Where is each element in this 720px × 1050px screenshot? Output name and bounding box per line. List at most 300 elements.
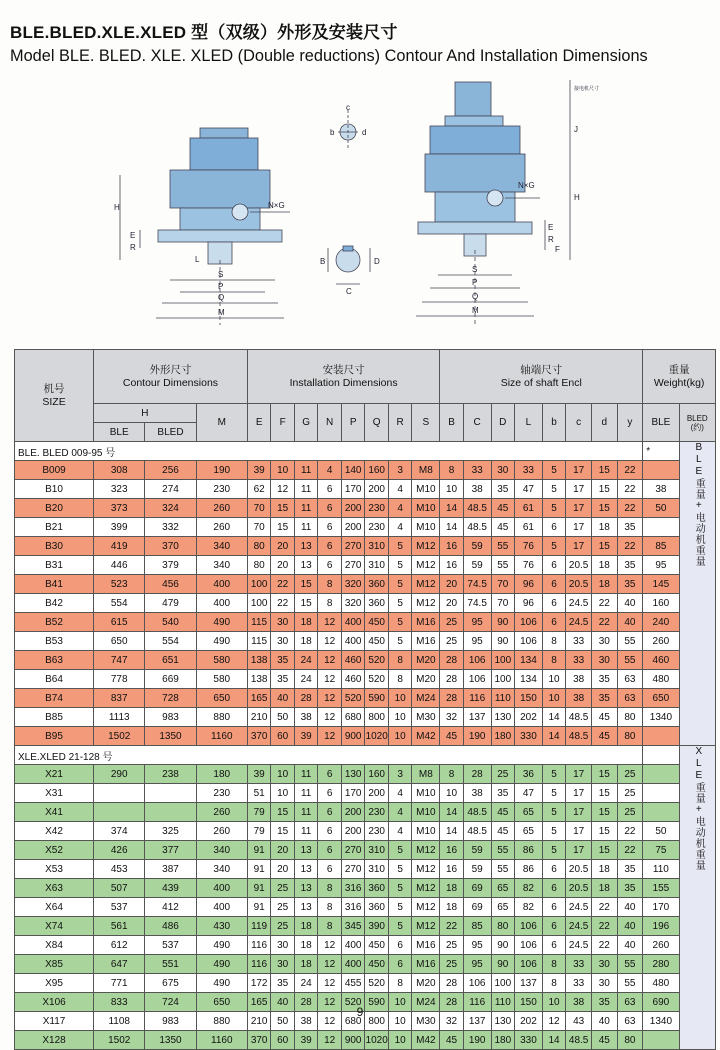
table-cell: 360 <box>365 898 389 917</box>
table-cell: 95 <box>463 632 491 651</box>
table-cell: 8 <box>318 575 342 594</box>
table-cell: 36 <box>515 765 543 784</box>
table-cell: 374 <box>94 822 145 841</box>
table-cell: 200 <box>365 784 389 803</box>
table-cell: M12 <box>412 879 440 898</box>
table-cell: 165 <box>247 689 271 708</box>
table-cell: 370 <box>145 537 196 556</box>
table-cell: 90 <box>491 955 515 974</box>
label-M-right: M <box>472 306 479 315</box>
table-cell: 22 <box>591 936 617 955</box>
table-cell: 590 <box>365 993 389 1012</box>
header-size: 机号 SIZE <box>15 350 94 442</box>
table-cell: 650 <box>196 689 247 708</box>
table-cell: 15 <box>271 822 295 841</box>
table-cell: 340 <box>196 556 247 575</box>
table-cell: 196 <box>643 917 679 936</box>
table-cell: 39 <box>247 765 271 784</box>
table-cell: 200 <box>341 803 365 822</box>
table-cell: 75 <box>643 841 679 860</box>
table-row <box>15 765 716 784</box>
table-cell: 15 <box>591 765 617 784</box>
table-cell: 79 <box>247 822 271 841</box>
table-cell: 85 <box>643 537 679 556</box>
table-cell: 18 <box>440 879 464 898</box>
label-H-right: H <box>574 193 580 202</box>
table-cell: 450 <box>365 936 389 955</box>
table-cell: 106 <box>515 917 543 936</box>
table-cell: 40 <box>271 689 295 708</box>
table-cell: M12 <box>412 898 440 917</box>
header-col: M <box>196 404 247 442</box>
table-cell: 650 <box>643 689 679 708</box>
table-cell: 4 <box>388 803 412 822</box>
table-cell: 320 <box>341 575 365 594</box>
table-cell: 38 <box>294 1012 318 1031</box>
table-cell: 8 <box>542 955 566 974</box>
label-NxG-right: N×G <box>518 181 535 190</box>
table-cell: 453 <box>94 860 145 879</box>
table-cell: M12 <box>412 575 440 594</box>
table-cell: 24 <box>294 974 318 993</box>
table-cell: 651 <box>145 651 196 670</box>
table-cell: 48.5 <box>566 727 592 746</box>
table-cell: 4 <box>388 480 412 499</box>
table-cell: 647 <box>94 955 145 974</box>
table-cell: 14 <box>440 822 464 841</box>
table-cell: 14 <box>440 499 464 518</box>
table-cell: 480 <box>643 670 679 689</box>
table-cell: 80 <box>491 917 515 936</box>
table-cell: 11 <box>294 518 318 537</box>
table-cell: 180 <box>196 765 247 784</box>
table-cell: 12 <box>318 974 342 993</box>
table-cell: 10 <box>271 461 295 480</box>
table-cell: 22 <box>617 822 643 841</box>
table-cell: 230 <box>365 822 389 841</box>
header-col: Q <box>365 404 389 442</box>
table-cell: 238 <box>145 765 196 784</box>
table-cell: 5 <box>388 860 412 879</box>
table-cell: 38 <box>566 993 592 1012</box>
table-cell <box>145 784 196 803</box>
table-cell: 61 <box>515 518 543 537</box>
table-cell: 25 <box>617 803 643 822</box>
dimension-drawings <box>100 70 620 335</box>
cell-size: B95 <box>15 727 94 746</box>
cell-size: X74 <box>15 917 94 936</box>
table-cell: 180 <box>491 727 515 746</box>
table-cell: 13 <box>294 841 318 860</box>
table-cell: 60 <box>271 727 295 746</box>
table-cell: 24.5 <box>566 936 592 955</box>
table-cell: 30 <box>271 936 295 955</box>
table-cell: 80 <box>617 727 643 746</box>
table-cell: 800 <box>365 1012 389 1031</box>
table-cell: 35 <box>491 480 515 499</box>
table-cell: 10 <box>271 765 295 784</box>
label-Q-right: Q <box>472 292 479 301</box>
table-cell: 40 <box>617 613 643 632</box>
label-P: P <box>218 282 224 291</box>
table-cell: 134 <box>515 651 543 670</box>
table-cell: 240 <box>643 613 679 632</box>
table-cell: 6 <box>542 613 566 632</box>
table-cell: 35 <box>617 575 643 594</box>
table-cell: 65 <box>491 879 515 898</box>
table-cell: 460 <box>341 651 365 670</box>
table-cell: 520 <box>365 974 389 993</box>
table-cell: 32 <box>440 1012 464 1031</box>
table-cell: 86 <box>515 841 543 860</box>
table-cell: 40 <box>617 936 643 955</box>
table-cell: 1160 <box>196 1031 247 1050</box>
table-cell: 10 <box>440 480 464 499</box>
table-cell: 91 <box>247 898 271 917</box>
table-cell: 260 <box>196 822 247 841</box>
table-cell: 96 <box>515 575 543 594</box>
table-cell: 48.5 <box>463 499 491 518</box>
table-cell: 360 <box>365 575 389 594</box>
table-cell: 13 <box>294 879 318 898</box>
table-cell: 5 <box>388 917 412 936</box>
table-cell: 800 <box>365 708 389 727</box>
table-cell: 1113 <box>94 708 145 727</box>
table-cell: M10 <box>412 480 440 499</box>
table-cell: 70 <box>491 594 515 613</box>
header-col: b <box>542 404 566 442</box>
table-cell: 430 <box>196 917 247 936</box>
table-cell: 150 <box>515 689 543 708</box>
table-row <box>15 841 716 860</box>
table-row <box>15 860 716 879</box>
table-cell: 18 <box>294 917 318 936</box>
table-cell: 5 <box>388 594 412 613</box>
cell-size: B74 <box>15 689 94 708</box>
header-col: y <box>617 404 643 442</box>
table-cell: 5 <box>542 499 566 518</box>
header-col: P <box>341 404 365 442</box>
table-cell: 28 <box>294 689 318 708</box>
table-cell: 76 <box>515 537 543 556</box>
table-cell: 65 <box>515 822 543 841</box>
table-cell: 1108 <box>94 1012 145 1031</box>
table-cell: 680 <box>341 708 365 727</box>
table-cell: 25 <box>617 784 643 803</box>
table-cell: 6 <box>542 917 566 936</box>
table-cell: 6 <box>318 556 342 575</box>
table-cell: 310 <box>365 537 389 556</box>
table-row <box>15 670 716 689</box>
cell-size: X95 <box>15 974 94 993</box>
table-cell: M12 <box>412 860 440 879</box>
label-S-right: S <box>472 265 478 274</box>
table-cell: 138 <box>247 651 271 670</box>
table-row <box>15 917 716 936</box>
table-cell: 190 <box>463 727 491 746</box>
table-row <box>15 499 716 518</box>
header-weight: 重量 Weight(kg) <box>643 350 716 404</box>
table-cell: 16 <box>440 841 464 860</box>
table-cell: 387 <box>145 860 196 879</box>
label-Q: Q <box>218 293 225 302</box>
table-row <box>15 708 716 727</box>
table-cell: 85 <box>463 917 491 936</box>
table-cell: 200 <box>365 480 389 499</box>
table-cell: 28 <box>440 689 464 708</box>
table-cell: 450 <box>365 613 389 632</box>
table-cell: 256 <box>145 461 196 480</box>
table-cell: 90 <box>491 936 515 955</box>
table-cell: 4 <box>388 784 412 803</box>
table-cell: 110 <box>643 860 679 879</box>
table-cell: 16 <box>440 537 464 556</box>
table-cell: 22 <box>617 461 643 480</box>
table-cell: 880 <box>196 1012 247 1031</box>
table-cell: 490 <box>196 974 247 993</box>
table-cell: 450 <box>365 955 389 974</box>
table-cell: 30 <box>271 955 295 974</box>
table-cell: 22 <box>617 537 643 556</box>
table-cell: 1020 <box>365 727 389 746</box>
label-R: R <box>130 243 136 252</box>
table-cell: M16 <box>412 632 440 651</box>
cell-size: X106 <box>15 993 94 1012</box>
table-cell: 25 <box>440 936 464 955</box>
table-cell: 6 <box>318 841 342 860</box>
table-cell: 5 <box>388 632 412 651</box>
cell-size: B42 <box>15 594 94 613</box>
table-cell: 17 <box>566 784 592 803</box>
table-cell: 106 <box>515 936 543 955</box>
table-cell: 160 <box>365 461 389 480</box>
table-cell: 24 <box>294 670 318 689</box>
table-cell: 95 <box>463 955 491 974</box>
table-cell: 22 <box>617 499 643 518</box>
table-cell: 12 <box>318 727 342 746</box>
table-cell: 70 <box>247 499 271 518</box>
table-cell: 63 <box>617 993 643 1012</box>
table-cell: 35 <box>491 784 515 803</box>
label-c: c <box>346 103 350 112</box>
table-cell: 28 <box>294 993 318 1012</box>
table-cell: 490 <box>196 955 247 974</box>
table-cell: 38 <box>463 784 491 803</box>
table-row <box>15 879 716 898</box>
table-cell: 340 <box>196 841 247 860</box>
table-cell: 200 <box>341 518 365 537</box>
table-cell: 14 <box>440 803 464 822</box>
table-cell: 230 <box>365 518 389 537</box>
table-cell: 22 <box>591 613 617 632</box>
table-cell: 20 <box>440 594 464 613</box>
cell-size: B21 <box>15 518 94 537</box>
table-cell: 323 <box>94 480 145 499</box>
weight-note: XLE重量+电动机重量 <box>679 746 715 1050</box>
table-cell: 10 <box>388 993 412 1012</box>
table-cell: 38 <box>566 689 592 708</box>
table-cell: 399 <box>94 518 145 537</box>
table-cell: 460 <box>643 651 679 670</box>
table-cell: 22 <box>591 917 617 936</box>
table-cell: 325 <box>145 822 196 841</box>
table-cell: 137 <box>463 1012 491 1031</box>
table-cell: 82 <box>515 879 543 898</box>
table-cell: 900 <box>341 727 365 746</box>
table-cell: 20 <box>271 537 295 556</box>
table-cell: 6 <box>318 518 342 537</box>
table-cell: 6 <box>542 936 566 955</box>
table-cell: 8 <box>542 632 566 651</box>
table-cell: 520 <box>365 651 389 670</box>
table-cell: 455 <box>341 974 365 993</box>
table-cell: 5 <box>542 480 566 499</box>
table-cell: 38 <box>294 708 318 727</box>
table-cell: 833 <box>94 993 145 1012</box>
table-cell: 5 <box>542 461 566 480</box>
header-col: c <box>566 404 592 442</box>
table-cell: M20 <box>412 651 440 670</box>
table-cell: 13 <box>294 556 318 575</box>
table-cell: 479 <box>145 594 196 613</box>
table-cell: 33 <box>463 461 491 480</box>
table-cell: 17 <box>566 841 592 860</box>
table-cell: 456 <box>145 575 196 594</box>
table-cell: M8 <box>412 461 440 480</box>
table-cell: 8 <box>388 670 412 689</box>
table-cell: 170 <box>643 898 679 917</box>
table-cell: 59 <box>463 860 491 879</box>
table-cell: 18 <box>294 632 318 651</box>
section-header-row <box>15 442 716 461</box>
table-cell: 70 <box>247 518 271 537</box>
cell-size: B85 <box>15 708 94 727</box>
table-cell: 80 <box>247 537 271 556</box>
table-cell: 320 <box>341 594 365 613</box>
table-row <box>15 822 716 841</box>
table-cell: 63 <box>617 1012 643 1031</box>
table-row <box>15 689 716 708</box>
table-cell: 8 <box>542 974 566 993</box>
table-cell: 25 <box>271 898 295 917</box>
table-cell: 675 <box>145 974 196 993</box>
table-cell: 771 <box>94 974 145 993</box>
table-cell: 22 <box>271 575 295 594</box>
table-cell: 116 <box>463 689 491 708</box>
table-cell: 116 <box>247 955 271 974</box>
table-cell: 590 <box>365 689 389 708</box>
table-cell: 10 <box>388 708 412 727</box>
table-cell: 16 <box>440 556 464 575</box>
section-mark: * <box>643 442 679 461</box>
table-cell: 80 <box>247 556 271 575</box>
table-cell: 580 <box>196 651 247 670</box>
table-cell: 5 <box>388 575 412 594</box>
table-cell: 540 <box>145 613 196 632</box>
table-cell: 1350 <box>145 727 196 746</box>
table-cell: 10 <box>542 670 566 689</box>
table-cell: 45 <box>440 727 464 746</box>
table-cell: 160 <box>643 594 679 613</box>
table-cell: 230 <box>196 784 247 803</box>
dimensions-table <box>14 349 716 1050</box>
table-cell: 280 <box>643 955 679 974</box>
table-cell: 45 <box>591 708 617 727</box>
table-cell: 6 <box>318 822 342 841</box>
table-cell: 39 <box>294 727 318 746</box>
table-row <box>15 518 716 537</box>
table-cell: 100 <box>491 670 515 689</box>
table-cell: 13 <box>294 537 318 556</box>
table-row <box>15 898 716 917</box>
table-cell: 15 <box>591 841 617 860</box>
table-cell: 377 <box>145 841 196 860</box>
table-cell: 119 <box>247 917 271 936</box>
table-cell: 106 <box>463 670 491 689</box>
table-cell: 35 <box>591 670 617 689</box>
table-cell: 55 <box>617 974 643 993</box>
table-cell: 1350 <box>145 1031 196 1050</box>
page-title-english: Model BLE. BLED. XLE. XLED (Double reductions) Contour And Installation Dimensions <box>10 46 648 65</box>
table-cell: 33 <box>566 955 592 974</box>
label-F-right: F <box>555 245 560 254</box>
table-cell: 59 <box>463 556 491 575</box>
table-cell: 5 <box>388 613 412 632</box>
table-cell: 130 <box>341 765 365 784</box>
cell-size: X117 <box>15 1012 94 1031</box>
table-cell: 6 <box>542 879 566 898</box>
table-cell: 1502 <box>94 727 145 746</box>
table-cell: 47 <box>515 784 543 803</box>
table-cell: 15 <box>591 480 617 499</box>
header-installation: 安装尺寸 Installation Dimensions <box>247 350 439 404</box>
table-cell: 5 <box>388 537 412 556</box>
table-cell: 65 <box>515 803 543 822</box>
table-cell: 340 <box>196 860 247 879</box>
header-col: S <box>412 404 440 442</box>
table-cell: 137 <box>515 974 543 993</box>
table-cell: 15 <box>591 461 617 480</box>
table-cell: 22 <box>591 594 617 613</box>
table-cell: 134 <box>515 670 543 689</box>
cell-size: B31 <box>15 556 94 575</box>
table-cell: 1020 <box>365 1031 389 1050</box>
table-cell: 82 <box>515 898 543 917</box>
table-cell: 16 <box>440 860 464 879</box>
table-cell: 345 <box>341 917 365 936</box>
table-cell: 8 <box>388 651 412 670</box>
table-cell: 5 <box>542 841 566 860</box>
table-cell: 202 <box>515 1012 543 1031</box>
table-cell: 14 <box>542 1031 566 1050</box>
table-cell: 12 <box>318 1031 342 1050</box>
table-cell: 55 <box>617 651 643 670</box>
table-cell: 6 <box>318 803 342 822</box>
table-cell: 22 <box>591 898 617 917</box>
table-cell: 40 <box>617 917 643 936</box>
table-cell: 373 <box>94 499 145 518</box>
table-cell: 17 <box>566 499 592 518</box>
table-cell: 15 <box>271 803 295 822</box>
table-cell: 270 <box>341 556 365 575</box>
table-cell: 446 <box>94 556 145 575</box>
label-E: E <box>130 231 136 240</box>
table-cell: 33 <box>515 461 543 480</box>
table-cell: 170 <box>341 784 365 803</box>
table-row <box>15 537 716 556</box>
table-cell: 8 <box>440 461 464 480</box>
table-cell: M16 <box>412 955 440 974</box>
